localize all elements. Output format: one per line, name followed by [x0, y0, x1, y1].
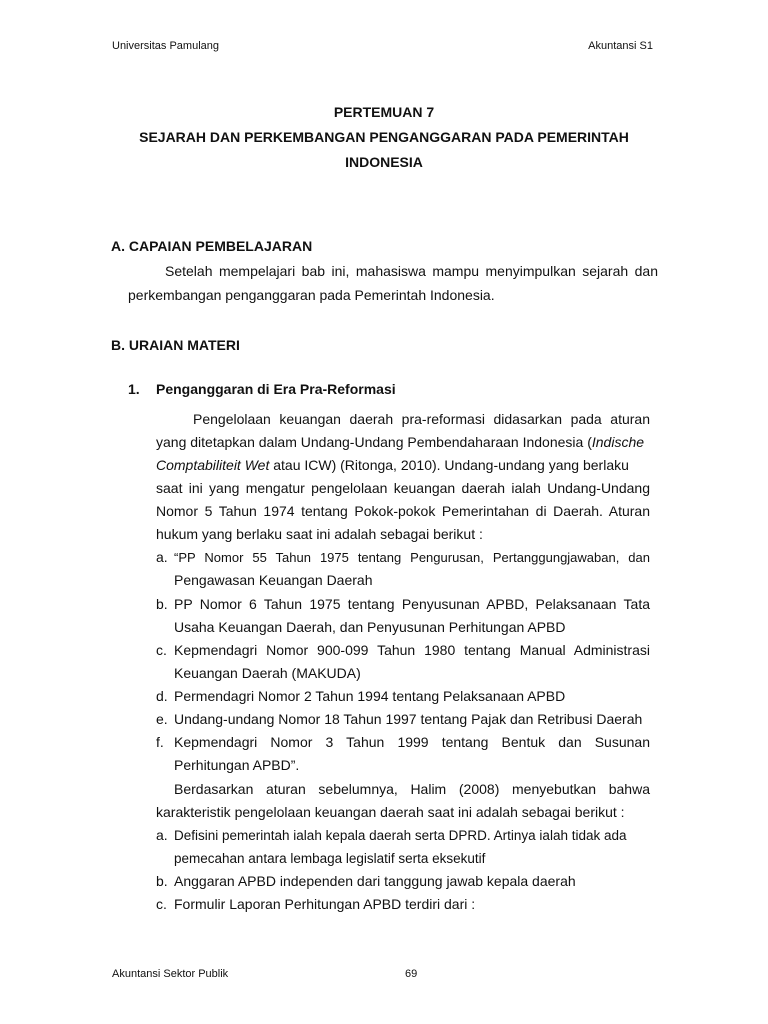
list1-d-line1: Permendagri Nomor 2 Tahun 1994 tentang Pelaksanaan APBD [174, 688, 566, 704]
list1-b-line2: Usaha Keuangan Daerah, dan Penyusunan Perhitungan APBD [174, 619, 566, 635]
section-a-heading: A. CAPAIAN PEMBELAJARAN [111, 238, 313, 254]
list2-a-label: a. [156, 827, 168, 843]
list1-f-line1: Kepmendagri Nomor 3 Tahun 1999 tentang Bentuk dan Susunan [174, 734, 650, 750]
list2-b-line1: Anggaran APBD independen dari tanggung jawab kepala daerah [174, 873, 576, 889]
footer-left: Akuntansi Sektor Publik [112, 968, 229, 980]
header-left: Universitas Pamulang [112, 40, 219, 52]
chapter-title-line2: INDONESIA [345, 154, 423, 170]
list1-e-label: e. [156, 711, 168, 727]
p1-line6: hukum yang berlaku saat ini adalah sebagai berikut : [156, 526, 483, 542]
list1-a-line2: Pengawasan Keuangan Daerah [174, 572, 373, 588]
list2-b-label: b. [156, 873, 168, 889]
p1-line4: saat ini yang mengatur pengelolaan keuangan daerah ialah Undang-Undang [156, 480, 650, 496]
p1-line3-italic: Comptabiliteit Wet [156, 457, 270, 473]
chapter-title-line1: SEJARAH DAN PERKEMBANGAN PENGANGGARAN PADA PEMERINTAH [139, 129, 629, 145]
section-a-line1: Setelah mempelajari bab ini, mahasiswa mampu menyimpulkan sejarah dan [165, 263, 658, 279]
page-number: 69 [405, 968, 418, 980]
subsection-number: 1. [128, 381, 140, 397]
list1-b-line1: PP Nomor 6 Tahun 1975 tentang Penyusunan APBD, Pelaksanaan Tata [174, 596, 650, 612]
p1-line2 [156, 431, 650, 454]
list1-c-label: c. [156, 642, 167, 658]
p1-line3-text: atau ICW) (Ritonga, 2010). Undang-undang yang berlaku [269, 457, 629, 473]
section-a-line2: perkembangan penganggaran pada Pemerintah Indonesia. [128, 287, 495, 303]
list1-d-label: d. [156, 688, 168, 704]
list1-c-line1: Kepmendagri Nomor 900-099 Tahun 1980 tentang Manual Administrasi [174, 642, 650, 658]
list1-f-label: f. [156, 734, 164, 750]
list1-c-line2: Keuangan Daerah (MAKUDA) [174, 665, 361, 681]
p1-line3 [156, 454, 650, 477]
section-b-heading: B. URAIAN MATERI [111, 337, 240, 353]
list1-b-label: b. [156, 596, 168, 612]
list1-a-label: a. [156, 549, 168, 565]
list2-c-line1: Formulir Laporan Perhitungan APBD terdiri dari : [174, 896, 476, 912]
list2-c-label: c. [156, 896, 167, 912]
list2-a-line2: pemecahan antara lembaga legislatif serta eksekutif [174, 851, 486, 866]
subsection-title: Penganggaran di Era Pra-Reformasi [156, 381, 396, 397]
p1-line5: Nomor 5 Tahun 1974 tentang Pokok-pokok Pemerintahan di Daerah. Aturan [156, 503, 650, 519]
p1-line2-text: yang ditetapkan dalam Undang-Undang Pembendaharaan Indonesia ( [156, 434, 592, 450]
chapter-number: PERTEMUAN 7 [333, 104, 435, 120]
p2-line1: Berdasarkan aturan sebelumnya, Halim (2008) menyebutkan bahwa [174, 781, 650, 797]
header-right: Akuntansi S1 [588, 40, 653, 52]
p2-line2: karakteristik pengelolaan keuangan daerah saat ini adalah sebagai berikut : [156, 804, 625, 820]
list1-e-line1: Undang-undang Nomor 18 Tahun 1997 tentang Pajak dan Retribusi Daerah [174, 711, 643, 727]
p1-line1: Pengelolaan keuangan daerah pra-reformasi didasarkan pada aturan [193, 411, 650, 427]
p1-line2-italic: Indische [591, 434, 645, 450]
list1-f-line2: Perhitungan APBD”. [174, 757, 300, 773]
list1-a-line1: “PP Nomor 55 Tahun 1975 tentang Pengurusan, Pertanggungjawaban, dan [174, 550, 650, 565]
list2-a-line1: Defisini pemerintah ialah kepala daerah serta DPRD. Artinya ialah tidak ada [174, 828, 627, 843]
